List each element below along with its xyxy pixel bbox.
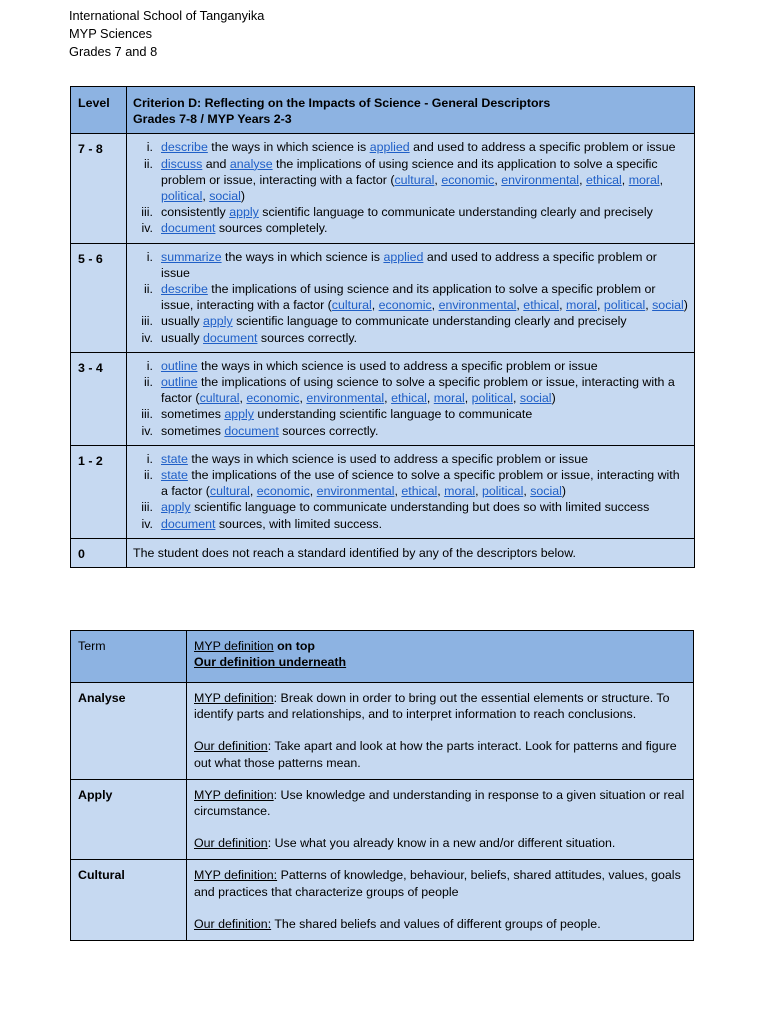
on-top-note: on top (273, 639, 315, 653)
criterion-table-header-row (71, 87, 695, 134)
descriptor-text: sources completely. (215, 221, 328, 236)
terms-table-header-row (71, 631, 694, 683)
term-name: Cultural (71, 860, 187, 941)
item-numeral: i. (146, 358, 153, 373)
item-numeral: i. (146, 249, 153, 264)
myp-definition-heading: MYP definition (194, 639, 274, 653)
level-column-header: Level (71, 87, 127, 134)
command-term-link[interactable]: applied (383, 249, 424, 264)
command-term-link[interactable]: describe (161, 140, 208, 155)
our-definition (194, 835, 687, 851)
descriptor-text: the implications of using science and its application to solve a specific problem or issue, interacting with a factor ( (161, 282, 656, 313)
item-numeral: iv. (141, 423, 153, 438)
descriptor-text: ) (683, 298, 688, 313)
command-term-link[interactable]: economic (441, 172, 495, 187)
command-term-link[interactable]: economic (246, 391, 300, 406)
term-definitions (187, 779, 694, 860)
zero-descriptor: The student does not reach a standard identified by any of the descriptors below. (127, 538, 695, 567)
descriptor-text: the ways in which science is used to address a specific problem or issue (197, 358, 598, 373)
descriptor-list (133, 451, 688, 532)
descriptor-text: , (394, 484, 402, 499)
item-numeral: iii. (141, 205, 153, 220)
descriptor-text: scientific language to communicate understanding clearly and precisely (232, 314, 627, 329)
term-definitions (187, 683, 694, 780)
our-definition-text: : Take apart and look at how the parts interact. Look for patterns and figure out what those patterns mean. (194, 739, 677, 770)
command-term-link[interactable]: state (161, 451, 188, 466)
item-numeral: ii. (144, 468, 153, 483)
descriptor-text: , (434, 172, 442, 187)
level-descriptors (127, 243, 695, 352)
command-term-link[interactable]: economic (378, 298, 432, 313)
descriptor-text: usually (161, 330, 204, 345)
criterion-level-row (71, 134, 695, 243)
definition-spacer (194, 819, 687, 835)
level-range: 3 - 4 (71, 352, 127, 445)
our-definition-heading: Our definition underneath (194, 655, 347, 670)
descriptor-item (133, 139, 688, 155)
descriptor-item (133, 516, 688, 532)
descriptor-text: consistently (161, 205, 230, 220)
command-term-link[interactable]: cultural (209, 484, 250, 499)
level-descriptors (127, 445, 695, 538)
term-definitions (187, 860, 694, 941)
term-row (71, 779, 694, 860)
myp-definition-label: MYP definition: (194, 868, 278, 883)
descriptor-text: the implications of using science and its application to solve a specific problem or issue, interacting with a factor ( (161, 156, 658, 187)
command-term-link[interactable]: ethical (523, 298, 560, 313)
descriptor-item (133, 281, 688, 313)
descriptor-item (133, 451, 688, 467)
descriptor-text: and used to address a specific problem or issue (161, 249, 657, 280)
criterion-level-row (71, 352, 695, 445)
criterion-title-cell (127, 87, 695, 134)
descriptor-text: , (559, 298, 567, 313)
descriptor-text: , (512, 391, 520, 406)
item-numeral: iv. (141, 221, 153, 236)
command-term-link[interactable]: discuss (161, 156, 203, 171)
command-term-link[interactable]: cultural (199, 391, 240, 406)
document-header (69, 7, 264, 61)
descriptor-list (133, 358, 688, 439)
term-column-header: Term (71, 631, 187, 683)
descriptor-text: sometimes (161, 423, 225, 438)
descriptor-item (133, 467, 688, 499)
descriptor-item (133, 330, 688, 346)
term-row (71, 683, 694, 780)
descriptor-text: the implications of the use of science to solve a specific problem or issue, interacting with a factor ( (161, 468, 680, 499)
level-zero: 0 (71, 538, 127, 567)
criterion-level-row (71, 243, 695, 352)
descriptor-text: , (239, 391, 247, 406)
command-term-link[interactable]: political (471, 391, 513, 406)
descriptor-item (133, 423, 688, 439)
command-term-link[interactable]: applied (369, 140, 410, 155)
descriptor-text: scientific language to communicate understanding clearly and precisely (258, 205, 653, 220)
command-term-link[interactable]: cultural (394, 172, 435, 187)
descriptor-text: , (494, 172, 502, 187)
definition-column-header (187, 631, 694, 683)
descriptor-text: , (299, 391, 307, 406)
item-numeral: iii. (141, 500, 153, 515)
item-numeral: iv. (141, 330, 153, 345)
command-term-link[interactable]: apply (161, 500, 191, 515)
definition-spacer (194, 900, 687, 916)
descriptor-text: scientific language to communicate understanding but does so with limited success (190, 500, 650, 515)
descriptor-text: , (475, 484, 482, 499)
descriptor-text: , (621, 172, 629, 187)
descriptor-text: , (659, 172, 664, 187)
item-numeral: i. (146, 140, 153, 155)
myp-definition-label: MYP definition (194, 787, 274, 802)
level-descriptors (127, 134, 695, 243)
item-numeral: iii. (141, 407, 153, 422)
descriptor-item (133, 313, 688, 329)
definition-header-line1 (194, 638, 687, 654)
term-name: Apply (71, 779, 187, 860)
descriptor-text: the ways in which science is used to address a specific problem or issue (187, 451, 589, 466)
command-term-link[interactable]: moral (433, 391, 465, 406)
descriptor-text: ) (240, 189, 246, 204)
criterion-title: Criterion D: Reflecting on the Impacts of Science - General Descriptors (133, 96, 551, 110)
descriptor-text: , (523, 484, 531, 499)
our-definition-text: : Use what you already know in a new and/or different situation. (267, 836, 616, 851)
command-term-link[interactable]: ethical (585, 172, 622, 187)
myp-definition (194, 787, 687, 819)
command-term-link[interactable]: environmental (501, 172, 580, 187)
command-term-link[interactable]: document (203, 330, 258, 345)
level-range: 1 - 2 (71, 445, 127, 538)
command-term-link[interactable]: ethical (401, 484, 438, 499)
command-term-link[interactable]: social (530, 484, 562, 499)
command-term-link[interactable]: economic (256, 484, 310, 499)
command-term-link[interactable]: document (161, 516, 216, 531)
descriptor-text: the ways in which science is (207, 140, 370, 155)
command-term-link[interactable]: political (603, 298, 646, 313)
command-term-link[interactable]: apply (229, 205, 259, 220)
descriptor-item (133, 406, 688, 422)
myp-definition (194, 690, 687, 722)
descriptor-item (133, 204, 688, 220)
our-definition-label: Our definition (194, 739, 268, 754)
command-term-link[interactable]: political (482, 484, 524, 499)
our-definition (194, 916, 687, 932)
descriptor-text: , (437, 484, 445, 499)
descriptor-text: , (597, 298, 604, 313)
command-term-link[interactable]: analyse (229, 156, 273, 171)
descriptor-text: , (384, 391, 392, 406)
descriptor-text: and used to address a specific problem or issue (409, 140, 676, 155)
our-definition-label: Our definition: (194, 916, 272, 931)
descriptor-text: , (249, 484, 257, 499)
command-term-link[interactable]: moral (444, 484, 476, 499)
myp-definition-label: MYP definition (194, 691, 274, 705)
descriptor-text: sources correctly. (257, 330, 358, 345)
descriptor-text: , (371, 298, 379, 313)
myp-definition-text: : Break down in order to bring out the essential elements or structure. To identify parts and relationships, and to interpret information to reach conclusions. (194, 691, 670, 722)
level-range: 7 - 8 (71, 134, 127, 243)
item-numeral: ii. (144, 156, 153, 171)
descriptor-text: , (426, 391, 434, 406)
descriptor-item (133, 220, 688, 236)
descriptor-text: the ways in which science is (221, 249, 384, 264)
command-term-link[interactable]: environmental (316, 484, 395, 499)
descriptor-text: sources, with limited success. (215, 516, 383, 531)
criterion-zero-row (71, 538, 695, 567)
item-numeral: iv. (141, 516, 153, 531)
item-numeral: i. (146, 451, 153, 466)
command-term-link[interactable]: document (161, 221, 216, 236)
command-term-link[interactable]: environmental (438, 298, 517, 313)
command-term-link[interactable]: state (161, 468, 188, 483)
command-term-link[interactable]: outline (161, 375, 198, 390)
command-term-link[interactable]: environmental (306, 391, 385, 406)
descriptor-text: understanding scientific language to communicate (253, 407, 533, 422)
term-row (71, 860, 694, 941)
item-numeral: ii. (144, 282, 153, 297)
command-term-link[interactable]: social (519, 391, 552, 406)
descriptor-item (133, 374, 688, 406)
grade-range: Grades 7 and 8 (69, 44, 158, 59)
descriptor-item (133, 156, 688, 205)
criterion-subtitle: Grades 7-8 / MYP Years 2-3 (133, 112, 292, 127)
descriptor-list (133, 249, 688, 346)
level-range: 5 - 6 (71, 243, 127, 352)
myp-definition-text: : Use knowledge and understanding in response to a given situation or real circumstance. (194, 787, 685, 819)
terms-definition-table (70, 630, 694, 941)
level-descriptors (127, 352, 695, 445)
descriptor-text: , (645, 298, 653, 313)
command-term-link[interactable]: political (161, 189, 203, 204)
descriptor-item (133, 358, 688, 374)
descriptor-text: usually (161, 314, 204, 329)
term-name: Analyse (71, 683, 187, 780)
definition-spacer (194, 722, 687, 738)
item-numeral: iii. (141, 314, 153, 329)
command-term-link[interactable]: summarize (161, 249, 222, 264)
our-definition (194, 738, 687, 770)
command-term-link[interactable]: document (224, 423, 279, 438)
descriptor-text: , (579, 172, 586, 187)
command-term-link[interactable]: describe (161, 282, 208, 297)
myp-definition (194, 867, 687, 899)
our-definition-text: The shared beliefs and values of different groups of people. (271, 916, 601, 931)
descriptor-text: , (516, 298, 524, 313)
descriptor-text: the implications of using science to solve a specific problem or issue, interacting with a factor ( (161, 375, 675, 406)
criterion-level-row (71, 445, 695, 538)
command-term-link[interactable]: moral (628, 172, 660, 187)
command-term-link[interactable]: social (209, 189, 241, 204)
descriptor-text: , (202, 189, 210, 204)
our-definition-label: Our definition (194, 836, 268, 851)
descriptor-item (133, 249, 688, 281)
descriptor-list (133, 139, 688, 236)
descriptor-text: , (464, 391, 472, 406)
descriptor-text: , (431, 298, 439, 313)
myp-definition-text: Patterns of knowledge, behaviour, beliefs, shared attitudes, values, goals and practices that characterize groups of people (194, 868, 681, 899)
descriptor-text: sources correctly. (278, 423, 379, 438)
command-term-link[interactable]: cultural (331, 298, 372, 313)
descriptor-text: and (202, 156, 230, 171)
command-term-link[interactable]: apply (203, 314, 233, 329)
command-term-link[interactable]: social (652, 298, 684, 313)
item-numeral: ii. (144, 375, 153, 390)
program-name: MYP Sciences (69, 26, 152, 41)
descriptor-text: sometimes (161, 407, 225, 422)
descriptor-text: ) (561, 484, 567, 499)
school-name: International School of Tanganyika (69, 8, 265, 23)
descriptor-item (133, 499, 688, 515)
descriptor-text: , (309, 484, 317, 499)
command-term-link[interactable]: outline (161, 358, 198, 373)
command-term-link[interactable]: moral (566, 298, 597, 313)
command-term-link[interactable]: ethical (391, 391, 427, 406)
descriptor-text: ) (551, 391, 556, 406)
criterion-descriptor-table (70, 86, 695, 568)
command-term-link[interactable]: apply (224, 407, 254, 422)
